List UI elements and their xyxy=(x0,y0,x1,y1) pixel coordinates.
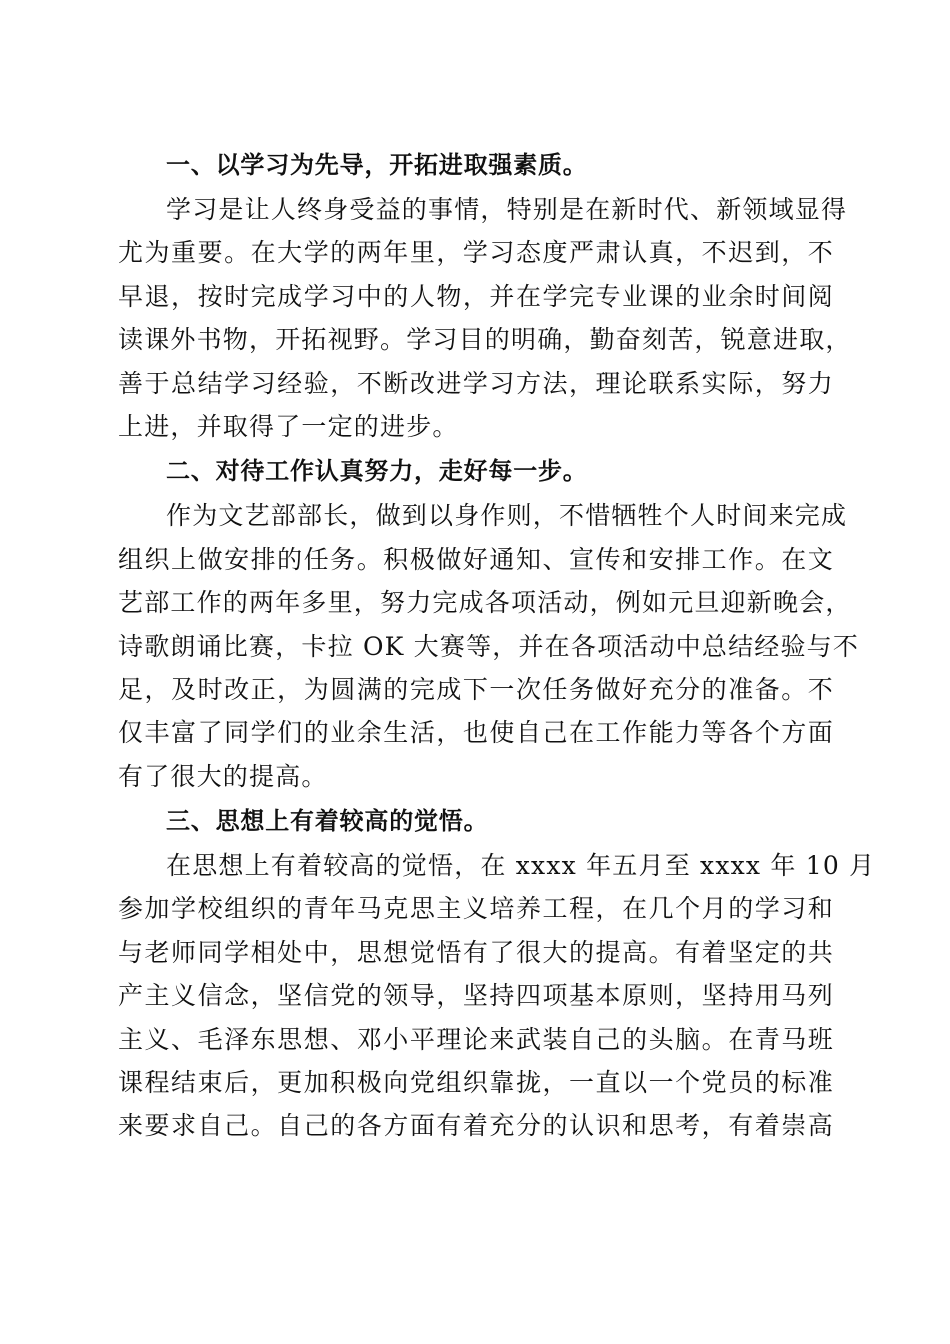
paragraph-line: 参加学校组织的青年马克思主义培养工程，在几个月的学习和 xyxy=(118,894,834,924)
section-heading-3: 三、思想上有着较高的觉悟。 xyxy=(166,807,489,836)
paragraph-line: 善于总结学习经验，不断改进学习方法，理论联系实际，努力 xyxy=(118,368,834,398)
paragraph-line: 学习是让人终身受益的事情，特别是在新时代、新领域显得 xyxy=(166,195,848,224)
paragraph-line: 仅丰富了同学们的业余生活，也使自己在工作能力等各个方面 xyxy=(118,718,834,748)
paragraph-line: 诗歌朗诵比赛，卡拉 OK 大赛等，并在各项活动中总结经验与不 xyxy=(118,631,860,661)
paragraph-line: 产主义信念，坚信党的领导，坚持四项基本原则，坚持用马列 xyxy=(118,981,834,1011)
paragraph-line: 读课外书物，开拓视野。学习目的明确，勤奋刻苦，锐意进取， xyxy=(118,325,852,355)
paragraph-line: 作为文艺部部长，做到以身作则，不惜牺牲个人时间来完成 xyxy=(166,501,848,531)
section-heading-1: 一、以学习为先导，开拓进取强素质。 xyxy=(166,151,588,179)
paragraph-line: 组织上做安排的任务。积极做好通知、宣传和安排工作。在文 xyxy=(118,544,834,574)
paragraph-line: 来要求自己。自己的各方面有着充分的认识和思考，有着崇高 xyxy=(118,1111,834,1141)
paragraph-line: 艺部工作的两年多里，努力完成各项活动，例如元旦迎新晚会， xyxy=(118,588,852,618)
section-paragraph-2 xyxy=(118,494,860,798)
paragraph-line: 上进，并取得了一定的进步。 xyxy=(118,411,459,441)
paragraph-line: 有了很大的提高。 xyxy=(118,761,328,791)
paragraph-line: 早退，按时完成学习中的人物，并在学完专业课的业余时间阅 xyxy=(118,281,834,311)
section-paragraph-1 xyxy=(118,188,852,448)
paragraph-line: 与老师同学相处中，思想觉悟有了很大的提高。有着坚定的共 xyxy=(118,937,834,967)
paragraph-line: 在思想上有着较高的觉悟，在 xxxx 年五月至 xxxx 年 10 月 xyxy=(166,851,876,881)
section-paragraph-3 xyxy=(118,844,876,1148)
document-body xyxy=(118,142,876,1148)
paragraph-line: 足，及时改正，为圆满的完成下一次任务做好充分的准备。不 xyxy=(118,674,834,704)
section-heading-2: 二、对待工作认真努力，走好每一步。 xyxy=(166,457,588,486)
paragraph-line: 课程结束后，更加积极向党组织靠拢，一直以一个党员的标准 xyxy=(118,1068,834,1098)
paragraph-line: 主义、毛泽东思想、邓小平理论来武装自己的头脑。在青马班 xyxy=(118,1024,834,1054)
paragraph-line: 尤为重要。在大学的两年里，学习态度严肃认真，不迟到，不 xyxy=(118,238,834,268)
